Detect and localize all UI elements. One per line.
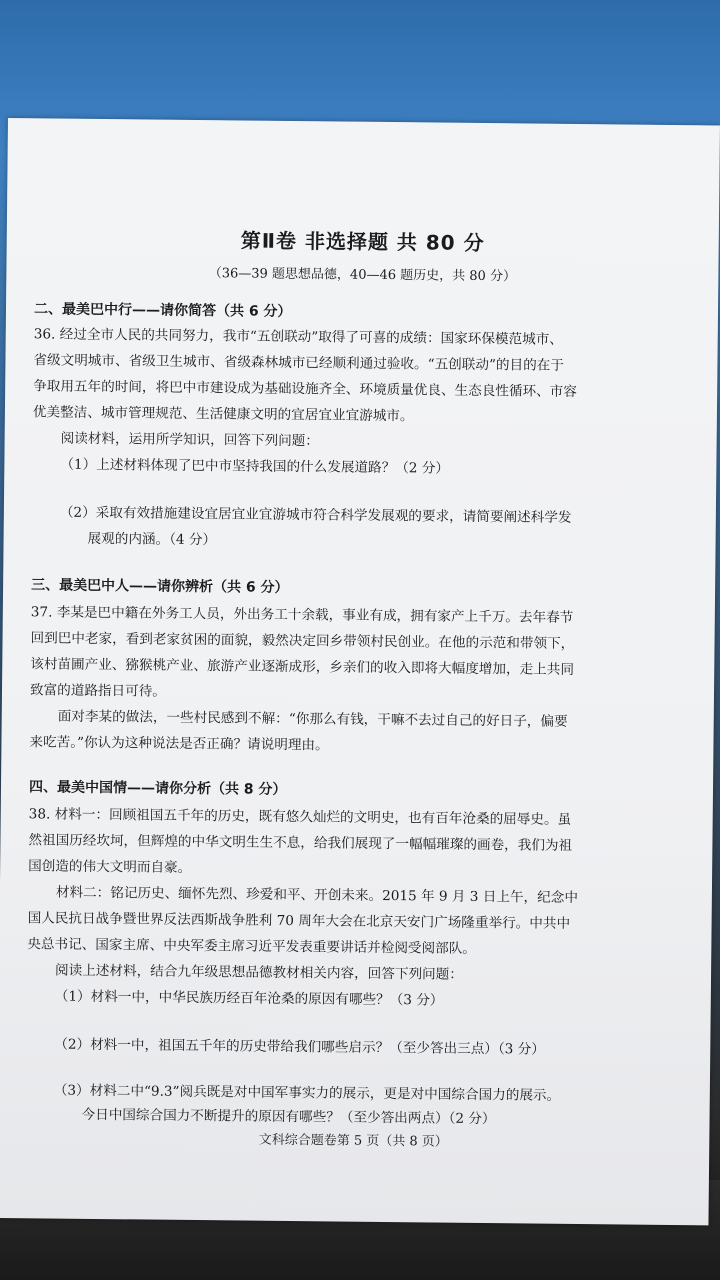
- question-text: 面对李某的做法，一些村民感到不解：“你那么有钱，干嘛不去过自己的好日子，偏要: [57, 708, 568, 730]
- section-heading: 四、最美中国情——请你分析（共 8 分）: [28, 779, 287, 798]
- question-text: 来吃苦。”你认为这种说法是否正确？请说明理由。: [29, 734, 329, 754]
- sub-question: 展观的内涵。（4 分）: [87, 530, 217, 549]
- instruction-text: 阅读上述材料，结合九年级思想品德教材相关内容，回答下列问题：: [54, 962, 463, 983]
- question-text: 37. 李某是巴中籍在外务工人员，外出务工十余载，事业有成，拥有家产上千万。去年春节: [30, 604, 574, 626]
- question-text: 国创造的伟大文明而自豪。: [28, 858, 192, 876]
- question-text: 然祖国历经坎坷，但辉煌的中华文明生生不息，给我们展现了一幅幅璀璨的画卷，我们为祖: [28, 832, 573, 854]
- sub-question: （1）上述材料体现了巴中市坚持我国的什么发展道路？（2 分）: [60, 456, 450, 477]
- question-text: 38. 材料一：回顾祖国五千年的历史，既有悠久灿烂的文明史，也有百年沧桑的屈辱史。虽: [28, 806, 572, 828]
- sub-question: （3）材料二中“9.3”阅兵既是对中国军事实力的展示，更是对中国综合国力的展示。: [53, 1082, 561, 1104]
- section-heading: 二、最美巴中行——请你简答（共 6 分）: [33, 301, 292, 320]
- question-text: 国人民抗日战争暨世界反法西斯战争胜利 70 周年大会在北京天安门广场隆重举行。中共中: [27, 910, 571, 932]
- paper-title: 第Ⅱ卷 非选择题 共 80 分: [240, 228, 485, 255]
- question-text: 致富的道路指日可待。: [29, 682, 167, 700]
- sub-question: （2）材料一中，祖国五千年的历史带给我们哪些启示？（至少答出三点）（3 分）: [54, 1036, 545, 1058]
- page-footer: 文科综合题卷第 5 页（共 8 页）: [258, 1132, 448, 1150]
- section-heading: 三、最美巴中人——请你辨析（共 6 分）: [31, 577, 289, 596]
- question-text: 36. 经过全市人民的共同努力，我市“五创联动”取得了可喜的成绩：国家环保模范城市、: [33, 326, 564, 348]
- question-text: 优美整洁、城市管理规范、生活健康文明的宜居宜业宜游城市。: [32, 404, 414, 425]
- exam-paper: [0, 118, 720, 1225]
- question-text: 该村苗圃产业、猕猴桃产业、旅游产业逐渐成形，乡亲们的收入即将大幅度增加，走上共同: [30, 656, 575, 678]
- instruction-text: 阅读材料，运用所学知识，回答下列问题：: [60, 430, 319, 450]
- question-text: 争取用五年的时间，将巴中市建设成为基础设施齐全、环境质量优良、生态良性循环、市容: [33, 378, 577, 400]
- sub-question: （2）采取有效措施建设宜居宜业宜游城市符合科学发展观的要求，请简要阐述科学发: [59, 504, 572, 526]
- question-text: 省级文明城市、省级卫生城市、省级森林城市已经顺利通过验收。“五创联动”的目的在于: [33, 352, 564, 374]
- paper-subtitle: （36—39 题思想品德，40—46 题历史，共 80 分）: [208, 266, 517, 285]
- sub-question: （1）材料一中，中华民族历经百年沧桑的原因有哪些？（3 分）: [54, 988, 444, 1009]
- question-text: 材料二：铭记历史、缅怀先烈、珍爱和平、开创未来。2015 年 9 月 3 日上午，纪念中: [55, 884, 579, 907]
- question-text: 央总书记、国家主席、中央军委主席习近平发表重要讲话并检阅受阅部队。: [27, 936, 477, 957]
- sub-question: 今日中国综合国力不断提升的原因有哪些？（至少答出两点）（2 分）: [81, 1106, 496, 1128]
- question-text: 回到巴中老家，看到老家贫困的面貌，毅然决定回乡带领村民创业。在他的示范和带领下，: [30, 630, 575, 652]
